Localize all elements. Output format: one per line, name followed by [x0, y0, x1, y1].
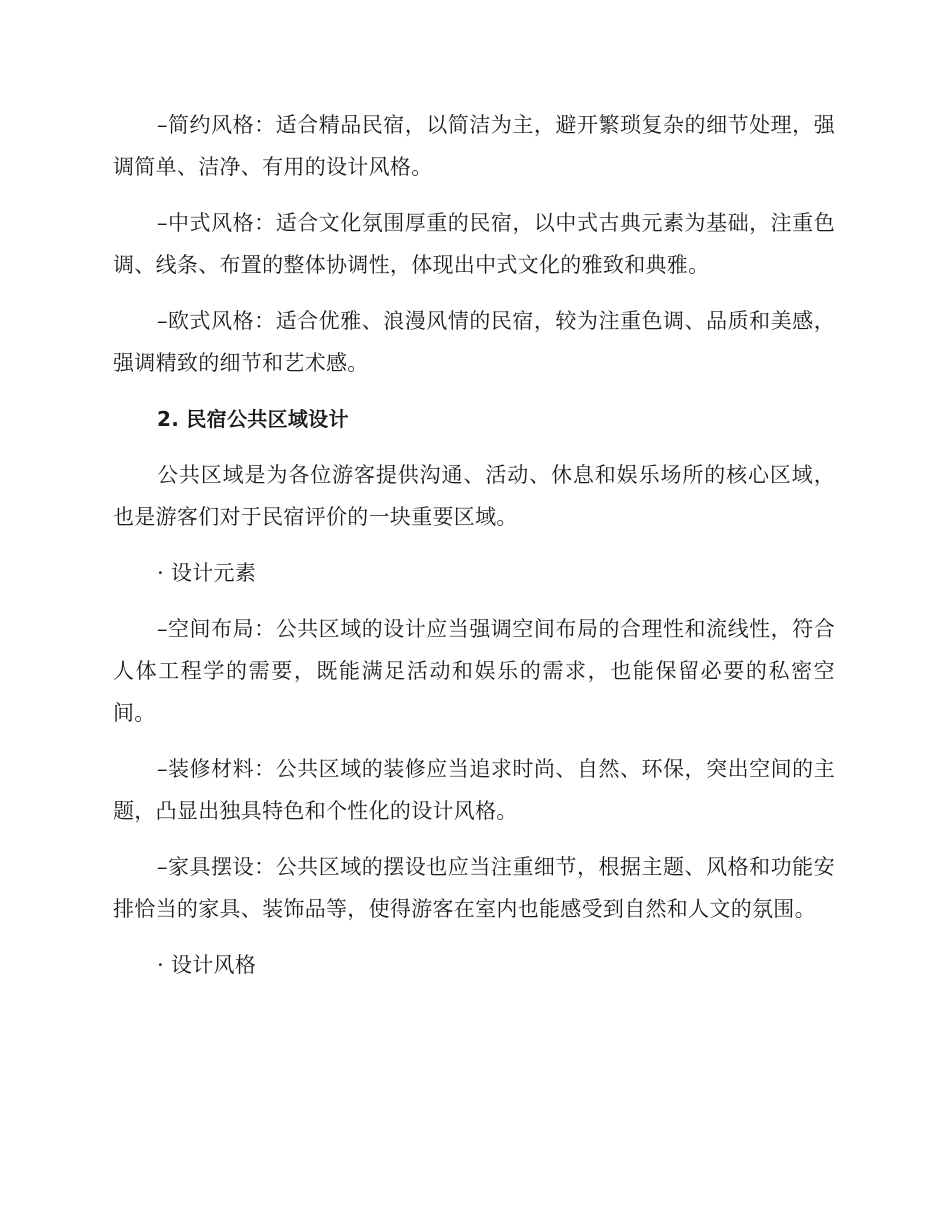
bullet-design-elements: · 设计元素: [157, 561, 257, 585]
bullet-design-style: · 设计风格: [157, 953, 257, 977]
document-body: [113, 104, 835, 1000]
paragraph-furniture-arrangement: –家具摆设：公共区域的摆设也应当注重细节，根据主题、风格和功能安排恰当的家具、装饰品等，使得游客在室内也能感受到自然和人文的氛围。: [113, 855, 835, 921]
paragraph-space-layout: –空间布局：公共区域的设计应当强调空间布局的合理性和流线性，符合人体工程学的需要，既能满足活动和娱乐的需求，也能保留必要的私密空间。: [113, 617, 835, 725]
paragraph-european-style: –欧式风格：适合优雅、浪漫风情的民宿，较为注重色调、品质和美感，强调精致的细节和艺术感。: [113, 309, 835, 375]
paragraph-public-area-intro: 公共区域是为各位游客提供沟通、活动、休息和娱乐场所的核心区域，也是游客们对于民宿评价的一块重要区域。: [113, 463, 835, 529]
paragraph-decoration-materials: –装修材料：公共区域的装修应当追求时尚、自然、环保，突出空间的主题，凸显出独具特色和个性化的设计风格。: [113, 757, 835, 823]
paragraph-chinese-style: –中式风格：适合文化氛围厚重的民宿，以中式古典元素为基础，注重色调、线条、布置的整体协调性，体现出中式文化的雅致和典雅。: [113, 211, 835, 277]
section-heading: 2. 民宿公共区域设计: [157, 407, 349, 431]
paragraph-minimalist-style: –简约风格：适合精品民宿，以简洁为主，避开繁琐复杂的细节处理，强调简单、洁净、有用的设计风格。: [113, 113, 835, 179]
